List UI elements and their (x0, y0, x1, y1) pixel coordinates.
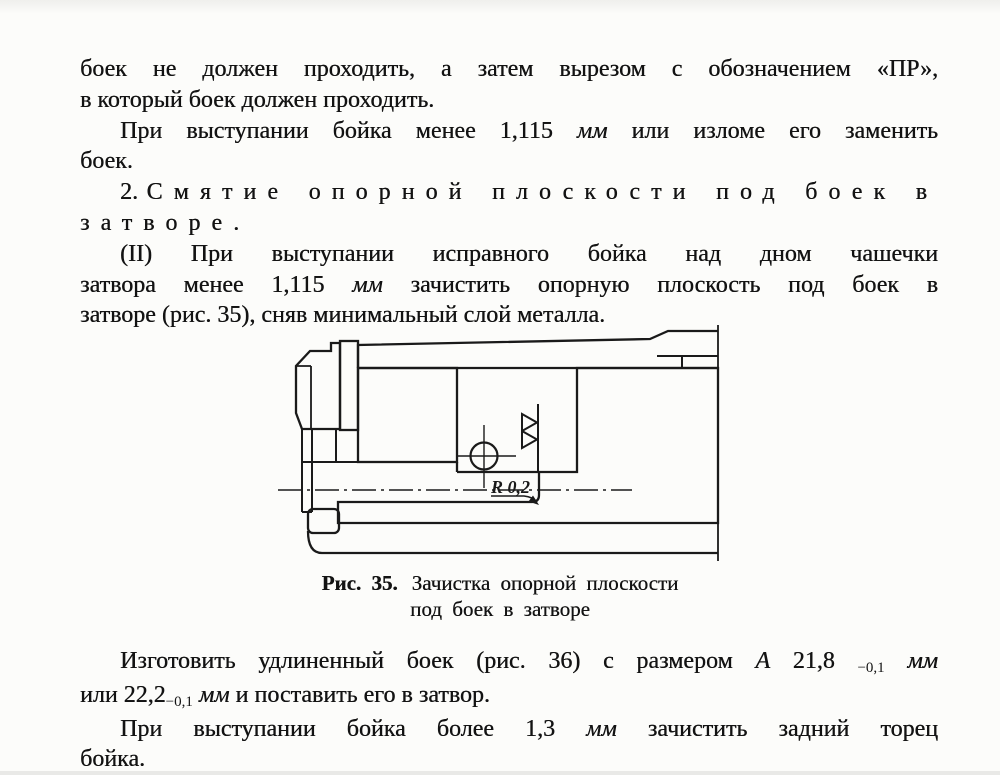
text-segment: боек. (80, 148, 133, 175)
text-segment: При выступании бойка более 1,3 (120, 715, 587, 742)
text-line (80, 116, 938, 147)
figure-number: Рис. 35. (321, 571, 398, 595)
text-line (80, 680, 938, 714)
text-segment: −0,1 (857, 660, 885, 676)
text-segment: затворе (рис. 35), сняв минимальный слой металла. (80, 302, 606, 329)
figure-caption (250, 571, 750, 622)
text-line (80, 146, 938, 177)
text-segment: или изломе его заменить (607, 117, 938, 144)
text-line (80, 714, 938, 745)
text-segment: бойка. (80, 746, 146, 773)
figure-caption-line2: под боек в затворе (410, 596, 590, 621)
text-segment (885, 648, 908, 674)
paragraph-block-top (80, 54, 938, 331)
text-line (80, 239, 938, 270)
text-line (80, 177, 938, 208)
text-segment: 2. (120, 179, 147, 206)
figure-drawing (270, 318, 740, 568)
text-segment: −0,1 (165, 693, 193, 710)
figure-35 (270, 318, 740, 568)
radius-annotation-text: R 0,2 (491, 477, 531, 497)
text-segment: и поставить его в затвор. (229, 681, 490, 708)
text-segment: боек не должен проходить, а затем вырезом с обозначением «ПР», (80, 56, 938, 82)
text-segment: Изготовить удлиненный боек (рис. 36) с размером (120, 648, 756, 674)
text-line (80, 208, 938, 239)
text-segment: Смятие опорной плоскости под боек в (146, 179, 938, 206)
text-segment: в который боек должен проходить. (80, 86, 435, 113)
text-line (80, 646, 938, 680)
text-segment: мм (907, 648, 938, 674)
text-segment: мм (198, 681, 230, 708)
text-segment: затворе. (80, 209, 251, 236)
hatch-left-block (358, 368, 457, 462)
text-segment: (II) При выступании исправного бойка над дном чашечки (120, 240, 938, 267)
bolt-top-strip (358, 331, 718, 368)
figure-caption-line1 (250, 571, 750, 597)
bolt-bottom-contour (308, 509, 718, 553)
text-line (80, 744, 938, 775)
text-segment: А (755, 648, 771, 674)
text-segment: затвора менее 1,115 (80, 271, 353, 298)
radius-annotation (490, 477, 539, 505)
scan-edge-shadow (0, 0, 1000, 14)
text-segment: мм (352, 271, 383, 298)
text-line (80, 85, 938, 116)
text-line (80, 270, 938, 301)
figure-caption-text: Зачистка опорной плоскости (411, 571, 679, 595)
text-segment: 21,8 (770, 648, 858, 674)
paragraph-block-bottom (80, 646, 938, 775)
text-line (80, 54, 938, 85)
text-segment: мм (576, 117, 608, 144)
surface-finish-icon (522, 404, 538, 472)
firing-pin-head (296, 341, 358, 512)
recess-outline (457, 462, 539, 472)
text-segment: или 22,2 (80, 681, 166, 708)
text-segment: зачистить опорную плоскость под боек в (382, 271, 938, 298)
text-segment: зачистить задний торец (616, 715, 939, 742)
text-segment: мм (586, 715, 617, 742)
text-segment: При выступании бойка менее 1,115 (120, 117, 577, 144)
